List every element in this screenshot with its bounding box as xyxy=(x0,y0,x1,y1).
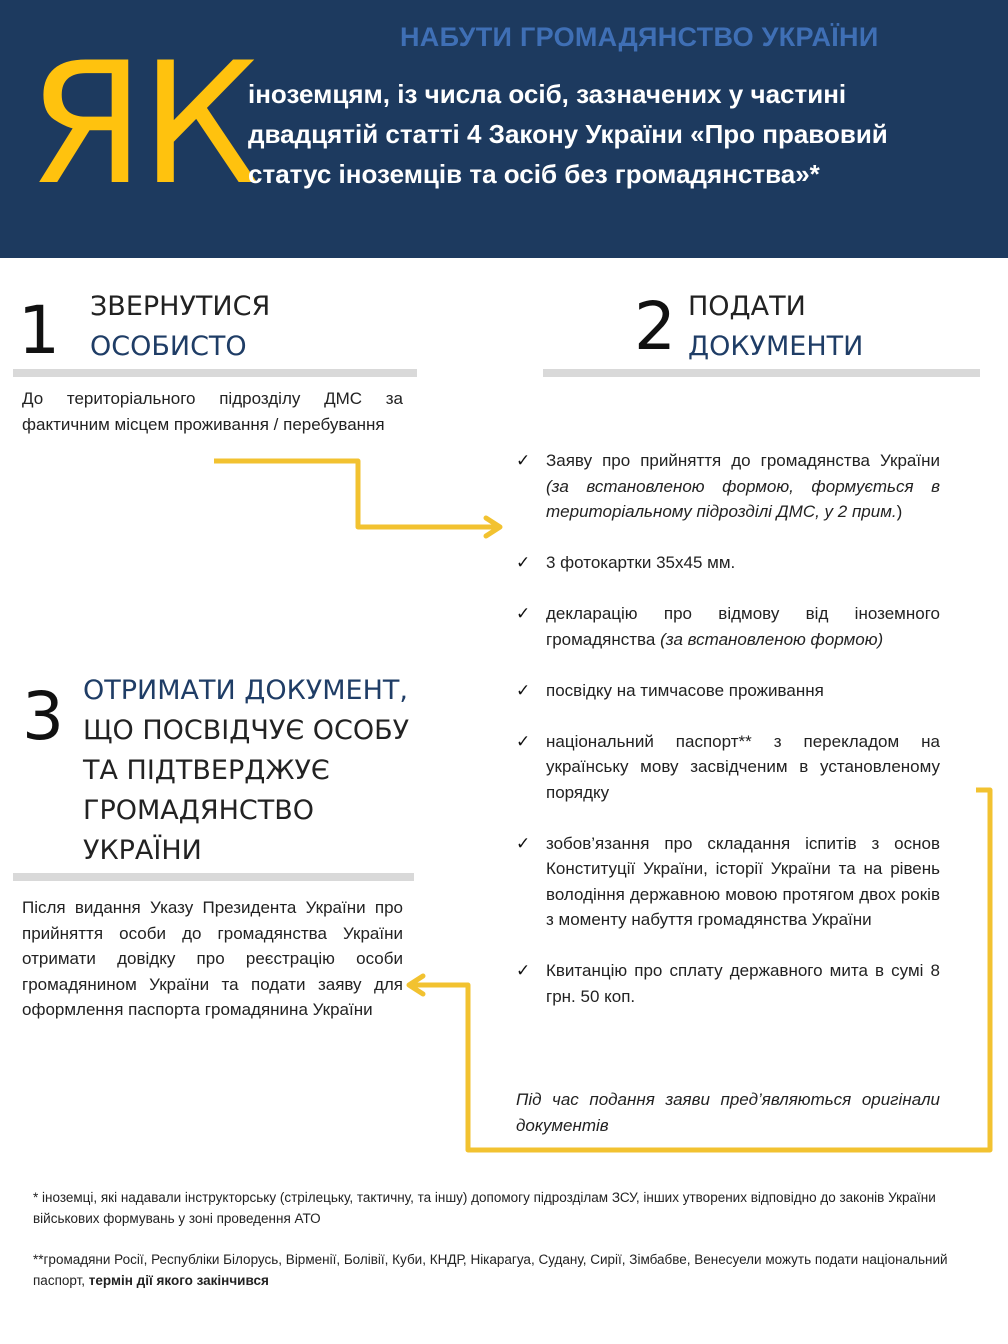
check-icon: ✓ xyxy=(516,833,531,853)
step3-title-line1: ОТРИМАТИ ДОКУМЕНТ, xyxy=(83,675,408,706)
step2-title-line1: ПОДАТИ xyxy=(688,291,806,322)
step1-title-line1: ЗВЕРНУТИСЯ xyxy=(90,291,271,322)
check-icon: ✓ xyxy=(516,731,531,751)
footnote-2: **громадяни Росії, Республіки Білорусь, Вірменії, Болівії, Куби, КНДР, Нікарагуа, Судану, Сирії, Зімбабве, Венесуели можуть подати національний паспорт, термін дії якого закінчився xyxy=(33,1252,948,1288)
arrow-icon xyxy=(409,790,990,1150)
step3-title-line2: ЩО ПОСВІДЧУЄ ОСОБУ xyxy=(83,715,410,746)
list-item: ✓ зобов’язання про складання іспитів з основ Конституції України, історії України та на рівень володіння державною мовою протягом двох років з моменту набуття громадянства України xyxy=(516,831,940,933)
arrow-icon xyxy=(214,461,500,536)
big-word: ЯК xyxy=(28,26,257,222)
step3-title-line5: УКРАЇНИ xyxy=(83,835,202,866)
list-item: ✓ посвідку на тимчасове проживання xyxy=(516,678,940,704)
list-item: ✓ декларацію про відмову від іноземного громадянства (за встановленою формою) xyxy=(516,601,940,652)
footnote-1: * іноземці, які надавали інструкторську (стрілецьку, тактичну, та іншу) допомогу підрозділам ЗСУ, інших утворених відповідно до законів України військових формувань у зоні проведення АТО xyxy=(33,1190,936,1226)
step1-title-line2: ОСОБИСТО xyxy=(90,331,247,362)
step3-title-line4: ГРОМАДЯНСТВО xyxy=(83,795,315,826)
step1-number: 1 xyxy=(18,292,60,369)
header-subtitle: іноземцям, із числа осіб, зазначених у частині двадцятій статті 4 Закону України «Про правовий статус іноземців та осіб без громадянства»* xyxy=(248,79,888,189)
step3-title-line3: ТА ПІДТВЕРДЖУЄ xyxy=(83,755,330,786)
list-item: ✓ 3 фотокартки 35х45 мм. xyxy=(516,550,940,576)
step1-text: До територіального підрозділу ДМС за фактичним місцем проживання / перебування xyxy=(22,389,403,434)
check-icon: ✓ xyxy=(516,553,531,572)
step3-text: Після видання Указу Президента України про прийняття особи до громадянства України отримати довідку про реєстрацію особи громадянином України та подати заяву для оформлення паспорта громадянина України xyxy=(22,898,403,1019)
page-title: НАБУТИ ГРОМАДЯНСТВО УКРАЇНИ xyxy=(400,22,879,52)
list-item: ✓ національний паспорт** з перекладом на українську мову засвідченим в установленому порядку xyxy=(516,729,940,806)
check-icon: ✓ xyxy=(516,961,531,980)
step2-title-line2: ДОКУМЕНТИ xyxy=(688,331,864,362)
check-icon: ✓ xyxy=(516,451,531,470)
step3-number: 3 xyxy=(22,678,64,755)
check-icon: ✓ xyxy=(516,680,531,700)
step2-number: 2 xyxy=(634,288,676,365)
list-item: ✓ Квитанцію про сплату державного мита в сумі 8 грн. 50 коп. xyxy=(516,958,940,1009)
list-item: ✓ Заяву про прийняття до громадянства України (за встановленою формою, формується в територіальному підрозділі ДМС, у 2 прим.) xyxy=(516,448,940,525)
check-icon: ✓ xyxy=(516,604,531,623)
originals-note: Під час подання заяви пред’являються оригінали документів xyxy=(516,1090,940,1135)
